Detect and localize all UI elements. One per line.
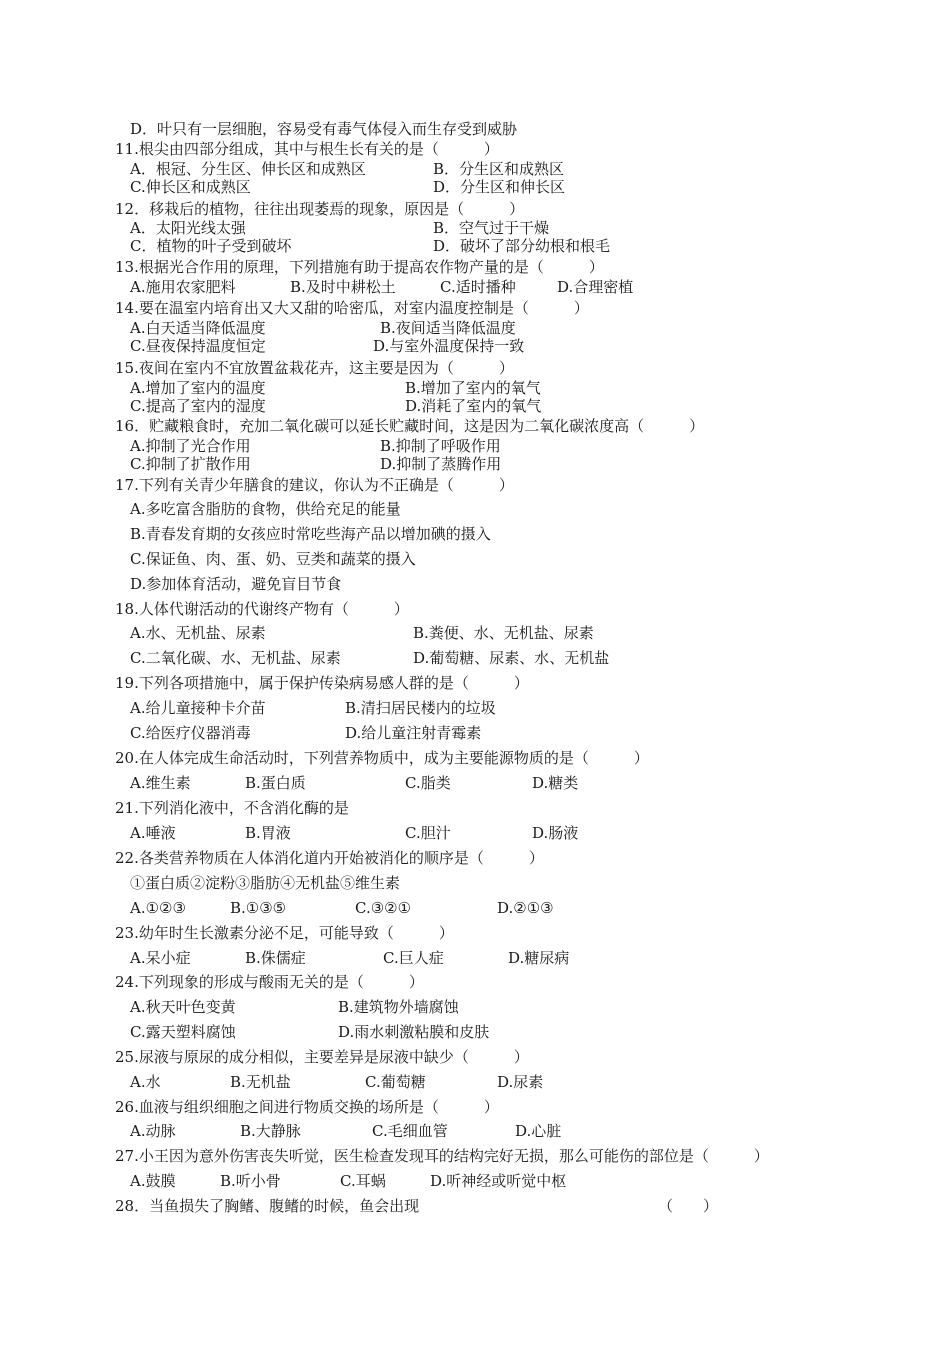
- question-line: A.抑制了光合作用: [130, 437, 251, 455]
- option-text: B．分生区和成熟区: [433, 160, 565, 178]
- question-line: A.①②③: [130, 899, 186, 917]
- question-line: A.给儿童接种卡介苗: [130, 699, 266, 717]
- question-line: A.施用农家肥料: [130, 278, 236, 296]
- option-text: B.增加了室内的氧气: [405, 379, 541, 397]
- question-line: 19.下列各项措施中，属于保护传染病易感人群的是（ ）: [115, 674, 529, 692]
- question-line: 18.人体代谢活动的代谢终产物有（ ）: [115, 600, 409, 618]
- question-line: 24.下列现象的形成与酸雨无关的是（ ）: [115, 973, 424, 991]
- question-line: A．太阳光线太强: [130, 219, 246, 237]
- question-line: C.保证鱼、肉、蛋、奶、豆类和蔬菜的摄入: [130, 550, 416, 568]
- question-line: 11.根尖由四部分组成，其中与根生长有关的是（ ）: [115, 140, 499, 158]
- option-text: D.糖尿病: [508, 949, 570, 967]
- question-line: A.水、无机盐、尿素: [130, 624, 266, 642]
- option-text: B.粪便、水、无机盐、尿素: [413, 624, 594, 642]
- option-text: B.听小骨: [220, 1172, 281, 1190]
- question-line: 27.小王因为意外伤害丧失听觉，医生检查发现耳的结构完好无损，那么可能伤的部位是（ ）: [115, 1147, 769, 1165]
- option-text: B．空气过于干燥: [433, 219, 550, 237]
- question-line: A．根冠、分生区、伸长区和成熟区: [130, 160, 366, 178]
- option-text: C.胆汁: [405, 824, 451, 842]
- option-text: B.①③⑤: [230, 899, 287, 917]
- option-text: D.消耗了室内的氧气: [405, 397, 542, 415]
- option-text: D．分生区和伸长区: [433, 178, 566, 196]
- question-line: 22.各类营养物质在人体消化道内开始被消化的顺序是（ ）: [115, 849, 544, 867]
- option-text: B.胃液: [245, 824, 291, 842]
- question-line: A.唾液: [130, 824, 176, 842]
- question-line: A.鼓膜: [130, 1172, 176, 1190]
- question-line: D.参加体育活动，避免盲目节食: [130, 575, 342, 593]
- option-text: B.无机盐: [230, 1073, 291, 1091]
- option-text: D.心脏: [515, 1122, 562, 1140]
- question-line: A.增加了室内的温度: [130, 379, 266, 397]
- question-line: D．叶只有一层细胞，容易受有毒气体侵入而生存受到威胁: [130, 120, 518, 138]
- question-line: 16．贮藏粮食时，充加二氧化碳可以延长贮藏时间，这是因为二氧化碳浓度高（ ）: [115, 417, 705, 435]
- option-text: D.雨水刺激粘膜和皮肤: [338, 1023, 490, 1041]
- question-line: ①蛋白质②淀粉③脂肪④无机盐⑤维生素: [130, 874, 401, 892]
- question-line: 14.要在温室内培育出又大又甜的哈密瓜，对室内温度控制是（ ）: [115, 299, 589, 317]
- option-text: D.与室外温度保持一致: [373, 337, 525, 355]
- question-line: A.多吃富含脂肪的食物，供给充足的能量: [130, 500, 401, 518]
- question-line: 26.血液与组织细胞之间进行物质交换的场所是（ ）: [115, 1098, 499, 1116]
- question-line: 21.下列消化液中，不含消化酶的是: [115, 799, 349, 817]
- option-text: C.耳蜗: [340, 1172, 386, 1190]
- option-text: B.及时中耕松土: [290, 278, 396, 296]
- question-line: B.青春发育期的女孩应时常吃些海产品以增加碘的摄入: [130, 525, 491, 543]
- question-line: A.白天适当降低温度: [130, 319, 266, 337]
- option-text: B.建筑物外墙腐蚀: [338, 998, 459, 1016]
- question-line: C．植物的叶子受到破坏: [130, 237, 292, 255]
- option-text: D.糖类: [532, 774, 579, 792]
- question-line: A.呆小症: [130, 949, 191, 967]
- question-line: 23.幼年时生长激素分泌不足，可能导致（ ）: [115, 924, 454, 942]
- question-line: C.抑制了扩散作用: [130, 455, 251, 473]
- option-text: B.大静脉: [240, 1122, 301, 1140]
- question-line: A.水: [130, 1073, 161, 1091]
- option-text: D.抑制了蒸腾作用: [380, 455, 502, 473]
- question-line: 17.下列有关青少年膳食的建议，你认为不正确是（ ）: [115, 476, 514, 494]
- question-line: 28．当鱼损失了胸鳍、腹鳍的时候，鱼会出现: [115, 1197, 420, 1215]
- option-text: B.抑制了呼吸作用: [380, 437, 501, 455]
- option-text: B.夜间适当降低温度: [380, 319, 516, 337]
- option-text: D.②①③: [497, 899, 554, 917]
- option-text: C.葡萄糖: [365, 1073, 426, 1091]
- question-line: C.给医疗仪器消毒: [130, 724, 251, 742]
- question-line: C.伸长区和成熟区: [130, 178, 251, 196]
- question-line: C.二氧化碳、水、无机盐、尿素: [130, 649, 341, 667]
- question-line: C.昼夜保持温度恒定: [130, 337, 266, 355]
- option-text: D.听神经或听觉中枢: [430, 1172, 567, 1190]
- option-text: D.肠液: [532, 824, 579, 842]
- question-line: 13.根据光合作用的原理，下列措施有助于提高农作物产量的是（ ）: [115, 258, 604, 276]
- question-line: 12．移栽后的植物，往往出现萎焉的现象，原因是（ ）: [115, 200, 525, 218]
- question-line: A.秋天叶色变黄: [130, 998, 236, 1016]
- option-text: D.葡萄糖、尿素、水、无机盐: [413, 649, 610, 667]
- option-text: B.侏儒症: [245, 949, 306, 967]
- option-text: D.合理密植: [557, 278, 634, 296]
- option-text: D.给儿童注射青霉素: [345, 724, 482, 742]
- option-text: B.蛋白质: [245, 774, 306, 792]
- question-line: 25.尿液与原尿的成分相似，主要差异是尿液中缺少（ ）: [115, 1048, 529, 1066]
- option-text: C.适时播种: [440, 278, 516, 296]
- option-text: C.③②①: [355, 899, 412, 917]
- question-line: 15.夜间在室内不宜放置盆栽花卉，这主要是因为（ ）: [115, 359, 514, 377]
- question-line: 20.在人体完成生命活动时，下列营养物质中，成为主要能源物质的是（ ）: [115, 749, 649, 767]
- question-line: C.露天塑料腐蚀: [130, 1023, 236, 1041]
- question-line: A.动脉: [130, 1122, 176, 1140]
- option-text: D.尿素: [497, 1073, 544, 1091]
- option-text: B.清扫居民楼内的垃圾: [345, 699, 496, 717]
- question-line: A.维生素: [130, 774, 191, 792]
- option-text: C.巨人症: [383, 949, 444, 967]
- option-text: D．破坏了部分幼根和根毛: [433, 237, 611, 255]
- option-text: C.毛细血管: [372, 1122, 448, 1140]
- option-text: C.脂类: [405, 774, 451, 792]
- question-line: C.提高了室内的湿度: [130, 397, 266, 415]
- option-text: （ ）: [658, 1197, 719, 1215]
